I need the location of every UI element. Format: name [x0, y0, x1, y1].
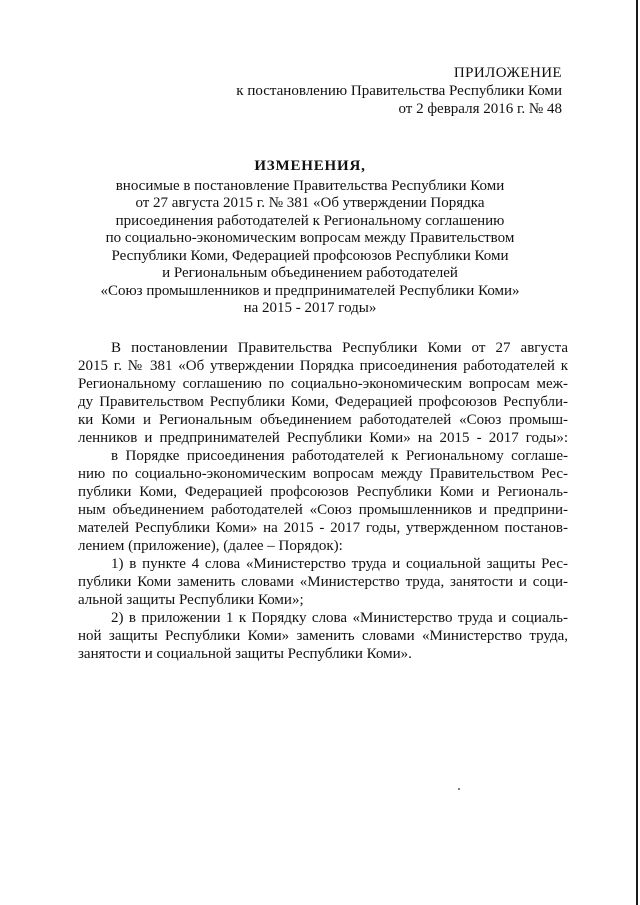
body-line: 1) в пункте 4 слова «Министерство труда и социальной защиты Рес-: [111, 556, 568, 572]
heading-line: Республики Коми, Федерацией профсоюзов Республики Коми: [111, 247, 509, 264]
amendment-item-2: [78, 609, 568, 663]
heading-line: вносимые в постановление Правительства Республики Коми: [115, 177, 505, 194]
body-line: мателей Республики Коми» на 2015 - 2017 годы, утвержденном постанов-: [78, 520, 568, 536]
body-line: ленников и предпринимателей Республики Коми» на 2015 - 2017 годы»:: [78, 430, 568, 446]
heading-line: присоединения работодателей к Региональному соглашению: [115, 212, 505, 229]
body-line: ки Коми и Региональным объединением работодателей «Союз промыш-: [78, 412, 568, 428]
body-line: в Порядке присоединения работодателей к Региональному соглаше-: [111, 448, 568, 464]
body-line: занятости и социальной защиты Республики Коми».: [78, 646, 412, 662]
appendix-header: [236, 64, 562, 118]
body-line: ной защиты Республики Коми» заменить словами «Министерство труда,: [78, 628, 568, 644]
amendment-item-1: [78, 555, 568, 609]
document-heading: [100, 158, 520, 318]
body-line: 2015 г. № 381 «Об утверждении Порядка присоединения работодателей к: [78, 358, 568, 374]
appendix-title: ПРИЛОЖЕНИЕ: [453, 65, 562, 81]
body-line: публики Коми, Федерацией профсоюзов Республики Коми и Региональ-: [78, 484, 568, 500]
heading-line: от 27 августа 2015 г. № 381 «Об утверждении Порядка: [135, 195, 485, 211]
body-line: лением (приложение), (далее – Порядок):: [78, 538, 343, 554]
body-line: ду Правительством Республики Коми, Федерацией профсоюзов Республи-: [78, 394, 568, 410]
heading-line: на 2015 - 2017 годы»: [243, 300, 377, 316]
body-line: нию по социально-экономическим вопросам между Правительством Рес-: [78, 466, 568, 482]
appendix-date-number: от 2 февраля 2016 г. № 48: [398, 101, 562, 117]
scan-speck: [458, 788, 460, 790]
paragraph-procedure: [78, 447, 568, 555]
body-line: 2) в приложении 1 к Порядку слова «Министерство труда и социаль-: [111, 610, 568, 626]
heading-line: и Региональным объединением работодателей: [162, 265, 458, 281]
body-line: публики Коми заменить словами «Министерство труда, занятости и соци-: [78, 574, 568, 590]
heading-title: ИЗМЕНЕНИЯ,: [254, 158, 366, 174]
scan-edge-line: [636, 0, 638, 905]
heading-line: по социально-экономическим вопросам между Правительством: [105, 230, 515, 246]
body-line: В постановлении Правительства Республики Коми от 27 августа: [111, 340, 568, 356]
heading-line: «Союз промышленников и предпринимателей Республики Коми»: [100, 282, 520, 299]
body-line: альной защиты Республики Коми»;: [78, 592, 304, 608]
paragraph-intro: [78, 339, 568, 447]
appendix-reference: к постановлению Правительства Республики Коми: [236, 83, 562, 99]
body-line: Региональному соглашению по социально-экономическим вопросам меж-: [78, 376, 568, 392]
document-body: [78, 339, 568, 663]
body-line: ным объединением работодателей «Союз промышленников и предприни-: [78, 502, 568, 518]
